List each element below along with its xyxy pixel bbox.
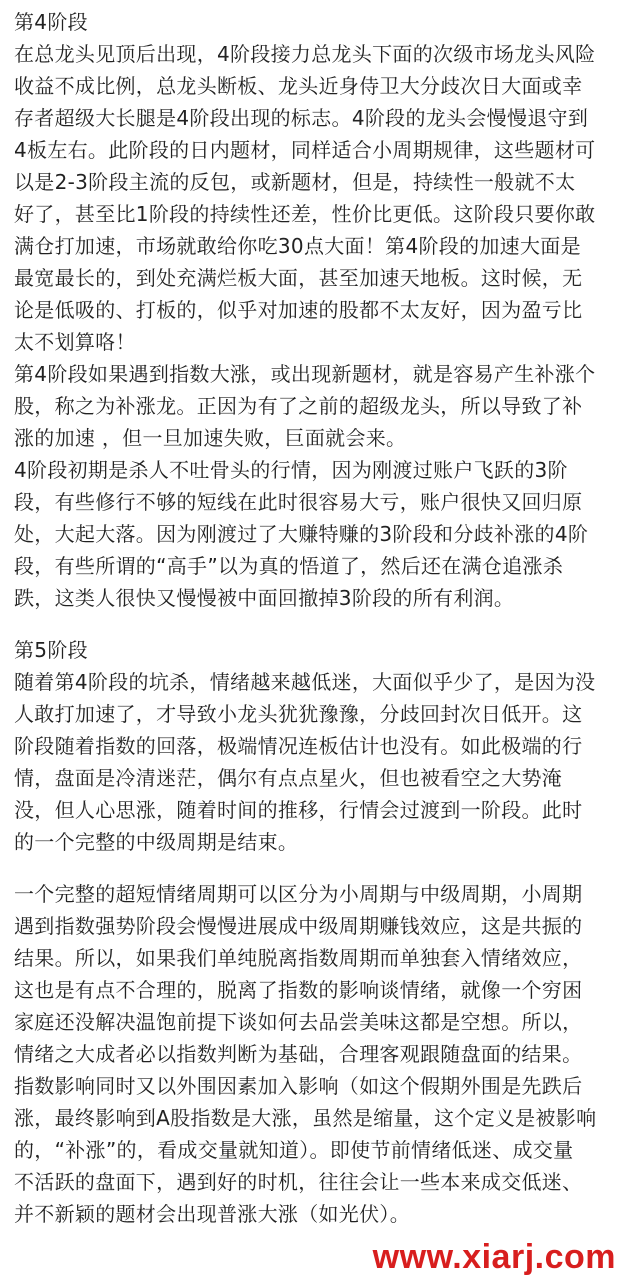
text-line: 没，但人心思涨，随着时间的推移，行情会过渡到一阶段。此时 [14, 798, 583, 822]
text-line: 家庭还没解决温饱前提下谈如何去品尝美味这都是空想。所以， [14, 1010, 583, 1034]
text-line: 结果。所以，如果我们单纯脱离指数周期而单独套入情绪效应， [14, 946, 583, 970]
site-watermark: www.xiarj.com [372, 1238, 616, 1276]
text-line: 段，有些所谓的“高手”以为真的悟道了，然后还在满仓追涨杀 [14, 554, 564, 578]
paragraph-gap [14, 614, 612, 634]
text-line: 第4阶段如果遇到指数大涨，或出现新题材，就是容易产生补涨个 [14, 362, 596, 386]
text-line: 这也是有点不合理的，脱离了指数的影响谈情绪，就像一个穷困 [14, 978, 583, 1002]
text-line: 收益不成比例，总龙头断板、龙头近身侍卫大分歧次日大面或幸 [14, 74, 583, 98]
section-stage-4 [14, 6, 612, 614]
text-line: 阶段随着指数的回落，极端情况连板估计也没有。如此极端的行 [14, 734, 583, 758]
paragraph-gap [14, 858, 612, 878]
text-line: 的，“补涨”的，看成交量就知道）。即使节前情绪低迷、成交量 [14, 1138, 574, 1162]
text-line: 段，有些修行不够的短线在此时很容易大亏，账户很快又回归原 [14, 490, 583, 514]
text-line: 太不划算咯！ [14, 330, 136, 354]
section-conclusion [14, 878, 612, 1230]
text-line: 指数影响同时又以外围因素加入影响（如这个假期外围是先跌后 [14, 1074, 583, 1098]
text-line: 4阶段初期是杀人不吐骨头的行情，因为刚渡过账户飞跃的3阶 [14, 458, 568, 482]
text-line: 在总龙头见顶后出现，4阶段接力总龙头下面的次级市场龙头风险 [14, 42, 596, 66]
text-line: 股，称之为补涨龙。正因为有了之前的超级龙头，所以导致了补 [14, 394, 583, 418]
text-line: 论是低吸的、打板的，似乎对加速的股都不太友好，因为盈亏比 [14, 298, 583, 322]
section-heading: 第5阶段 [14, 638, 88, 662]
text-line: 处，大起大落。因为刚渡过了大赚特赚的3阶段和分歧补涨的4阶 [14, 522, 589, 546]
section-heading: 第4阶段 [14, 10, 88, 34]
text-line: 4板左右。此阶段的日内题材，同样适合小周期规律，这些题材可 [14, 138, 596, 162]
text-line: 并不新颖的题材会出现普涨大涨（如光伏）。 [14, 1202, 410, 1226]
text-line: 情绪之大成者必以指数判断为基础，合理客观跟随盘面的结果。 [14, 1042, 583, 1066]
text-line: 存者超级大长腿是4阶段出现的标志。4阶段的龙头会慢慢退守到 [14, 106, 589, 130]
text-line: 好了，甚至比1阶段的持续性还差，性价比更低。这阶段只要你敢 [14, 202, 596, 226]
text-line: 以是2-3阶段主流的反包，或新题材，但是，持续性一般就不太 [14, 170, 576, 194]
text-line: 情，盘面是冷清迷茫，偶尔有点点星火，但也被看空之大势淹 [14, 766, 563, 790]
text-line: 的一个完整的中级周期是结束。 [14, 830, 299, 854]
section-stage-5 [14, 634, 612, 858]
text-line: 跌，这类人很快又慢慢被中面回撤掉3阶段的所有利润。 [14, 586, 515, 610]
text-line: 遇到指数强势阶段会慢慢进展成中级周期赚钱效应，这是共振的 [14, 914, 583, 938]
text-line: 一个完整的超短情绪周期可以区分为小周期与中级周期，小周期 [14, 882, 583, 906]
text-line: 随着第4阶段的坑杀，情绪越来越低迷，大面似乎少了，是因为没 [14, 670, 596, 694]
text-line: 满仓打加速，市场就敢给你吃30点大面！第4阶段的加速大面是 [14, 234, 581, 258]
text-line: 涨，最终影响到A股指数是大涨，虽然是缩量，这个定义是被影响 [14, 1106, 597, 1130]
text-line: 人敢打加速了，才导致小龙头犹犹豫豫，分歧回封次日低开。这 [14, 702, 583, 726]
text-line: 最宽最长的，到处充满烂板大面，甚至加速天地板。这时候，无 [14, 266, 583, 290]
text-line: 不活跃的盘面下，遇到好的时机，往往会让一些本来成交低迷、 [14, 1170, 583, 1194]
text-line: 涨的加速 ，但一旦加速失败，巨面就会来。 [14, 426, 407, 450]
